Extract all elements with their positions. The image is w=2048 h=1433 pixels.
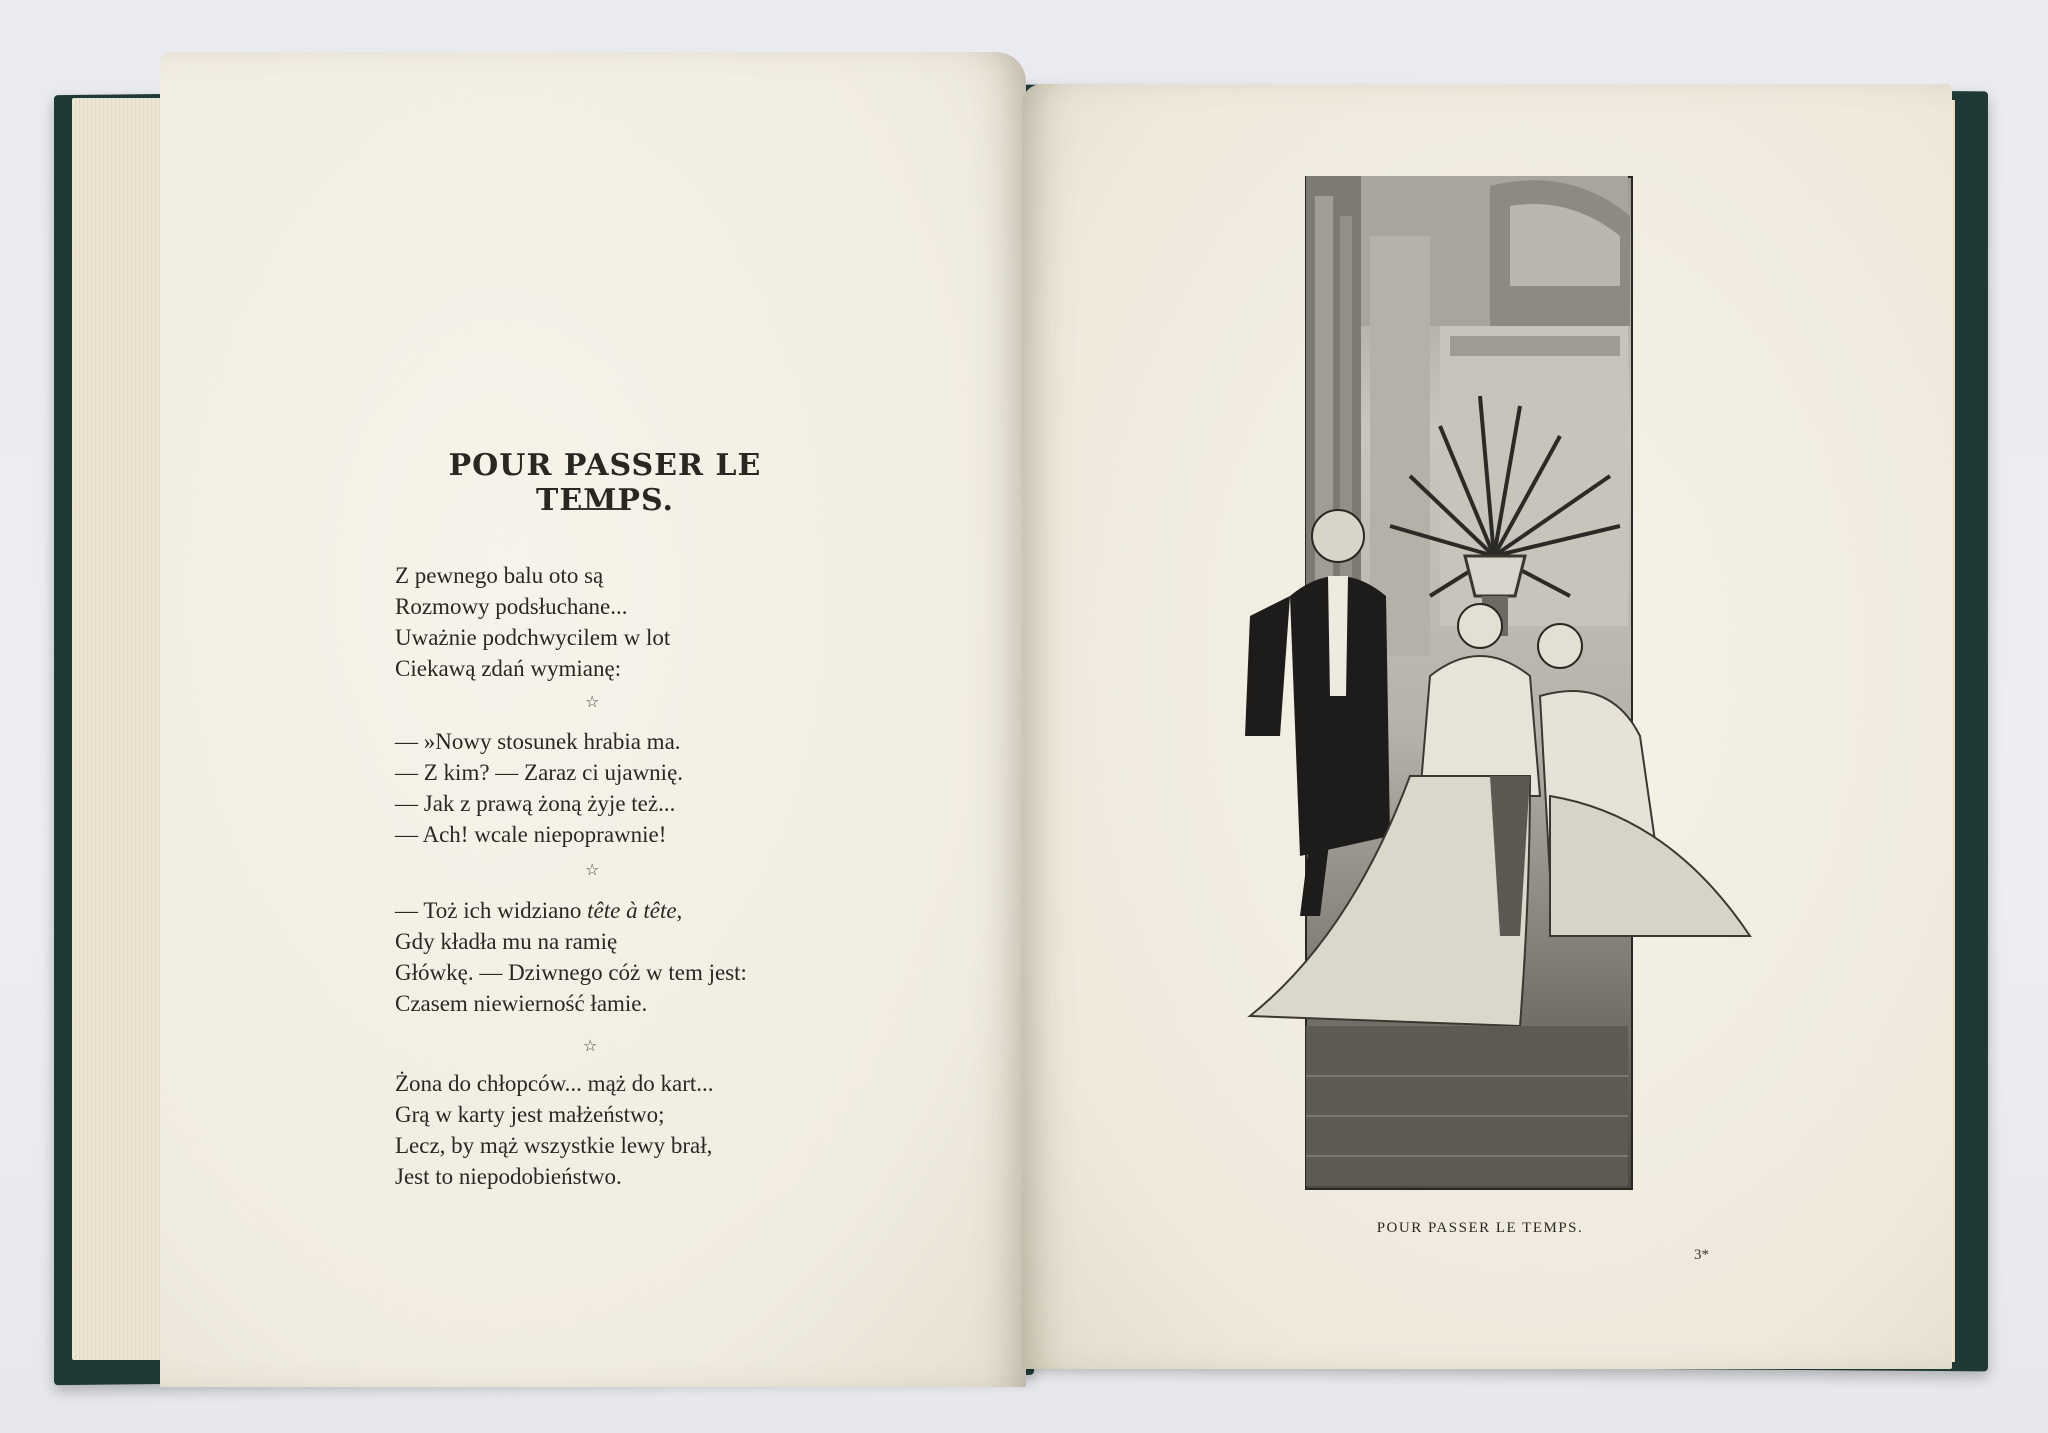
poem-line: Żona do chłopców... mąż do kart... bbox=[395, 1071, 714, 1096]
poem-line bbox=[395, 895, 875, 926]
poem-line-text: — Toż ich widziano tête à tête, bbox=[395, 898, 683, 923]
poem-line: — »Nowy stosunek hrabia ma. bbox=[395, 729, 681, 754]
star-separator-icon: ☆ bbox=[585, 860, 600, 879]
poem-line: Jest to niepodobieństwo. bbox=[395, 1164, 622, 1189]
illustration-caption: POUR PASSER LE TEMPS. bbox=[1376, 1220, 1584, 1236]
poem-line: Czasem niewierność łamie. bbox=[395, 991, 648, 1016]
stanza-3 bbox=[395, 895, 875, 1019]
stanza-4 bbox=[395, 1068, 875, 1192]
page-number: 3* bbox=[1694, 1247, 1709, 1263]
star-separator-icon: ☆ bbox=[583, 1036, 598, 1055]
poem-line: Uważnie podchwycilem w lot bbox=[395, 625, 671, 650]
ballroom-illustration bbox=[1190, 176, 1830, 1196]
poem-line: Z pewnego balu oto są bbox=[395, 563, 604, 588]
title-rule bbox=[570, 508, 622, 510]
poem-line: Główkę. — Dziwnego cóż w tem jest: bbox=[395, 960, 747, 985]
poem-title: POUR PASSER LE TEMPS. bbox=[448, 448, 762, 518]
poem-line: Lecz, by mąż wszystkie lewy brał, bbox=[395, 1133, 713, 1158]
italic-phrase: tête à tête, bbox=[587, 898, 683, 923]
poem-line: — Ach! wcale niepoprawnie! bbox=[395, 822, 667, 847]
poem-line: Rozmowy podsłuchane... bbox=[395, 594, 628, 619]
stanza-2 bbox=[395, 726, 875, 850]
star-separator-icon: ☆ bbox=[585, 692, 600, 711]
poem-line: — Jak z prawą żoną żyje też... bbox=[395, 791, 676, 816]
stanza-1 bbox=[395, 560, 875, 684]
poem-line: Gdy kładła mu na ramię bbox=[395, 929, 618, 954]
poem-line: Grą w karty jest małżeństwo; bbox=[395, 1102, 665, 1127]
poem-line: Ciekawą zdań wymianę: bbox=[395, 656, 622, 681]
poem-line: — Z kim? — Zaraz ci ujawnię. bbox=[395, 760, 684, 785]
